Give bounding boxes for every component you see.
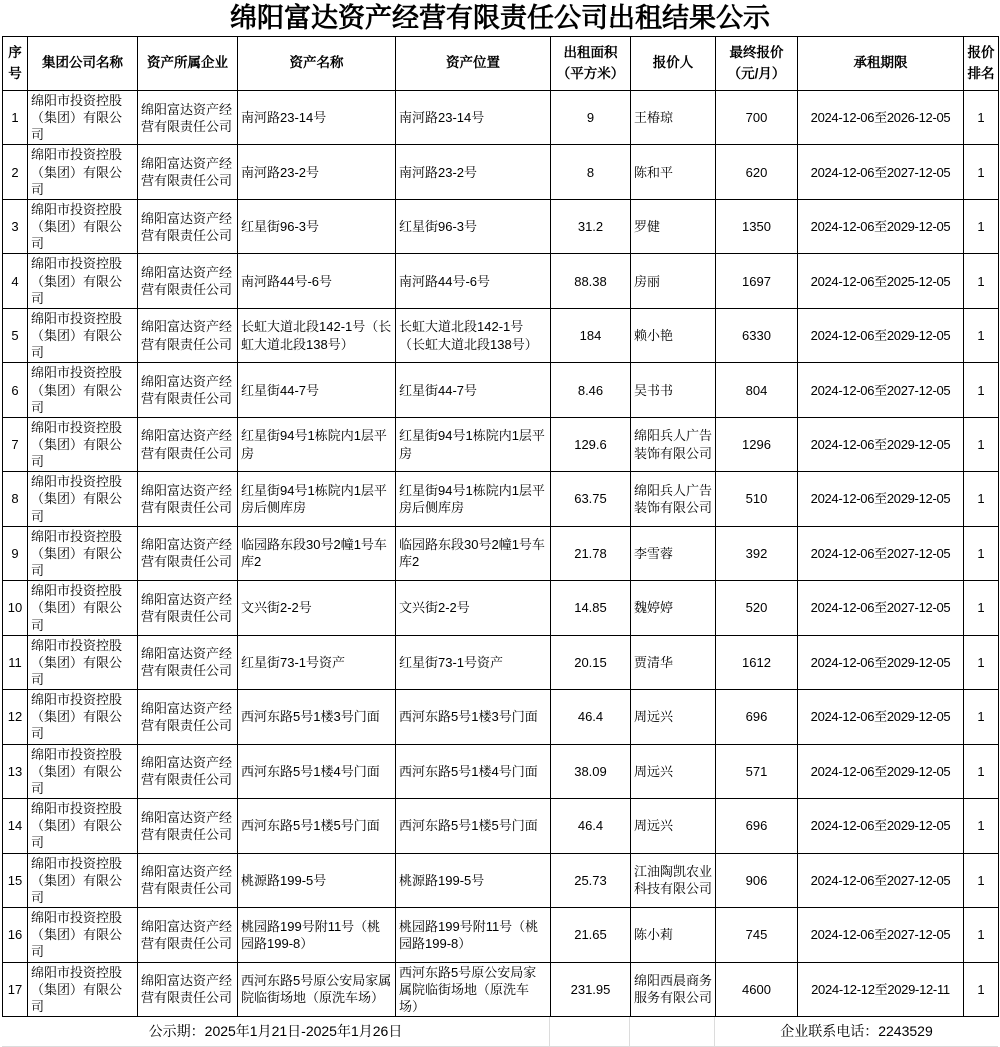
cell-price: 1350 <box>716 199 798 253</box>
cell-no: 7 <box>3 417 28 471</box>
cell-bidder: 王椿琼 <box>631 91 716 145</box>
cell-no: 9 <box>3 526 28 580</box>
cell-enterprise: 绵阳富达资产经营有限责任公司 <box>138 145 238 199</box>
cell-bidder: 绵阳兵人广告装饰有限公司 <box>631 417 716 471</box>
cell-price: 571 <box>716 744 798 798</box>
cell-group: 绵阳市投资控股（集团）有限公司 <box>28 744 138 798</box>
cell-term: 2024-12-06至2026-12-05 <box>798 91 964 145</box>
cell-no: 4 <box>3 254 28 308</box>
table-row <box>3 199 999 253</box>
cell-term: 2024-12-06至2027-12-05 <box>798 145 964 199</box>
table-row <box>3 363 999 417</box>
cell-rank: 1 <box>964 417 999 471</box>
cell-price: 745 <box>716 908 798 962</box>
publicity-period-text: 公示期：2025年1月21日-2025年1月26日 <box>2 1017 550 1046</box>
cell-price: 520 <box>716 581 798 635</box>
table-row <box>3 853 999 907</box>
col-header-bidder: 报价人 <box>631 37 716 91</box>
cell-group: 绵阳市投资控股（集团）有限公司 <box>28 91 138 145</box>
cell-no: 6 <box>3 363 28 417</box>
col-header-location: 资产位置 <box>396 37 551 91</box>
cell-group: 绵阳市投资控股（集团）有限公司 <box>28 690 138 744</box>
cell-area: 129.6 <box>551 417 631 471</box>
cell-term: 2024-12-06至2027-12-05 <box>798 526 964 580</box>
cell-asset-name: 红星街44-7号 <box>238 363 396 417</box>
cell-price: 6330 <box>716 308 798 362</box>
table-row <box>3 744 999 798</box>
cell-no: 1 <box>3 91 28 145</box>
cell-no: 14 <box>3 799 28 853</box>
cell-rank: 1 <box>964 635 999 689</box>
cell-bidder: 陈和平 <box>631 145 716 199</box>
cell-location: 红星街96-3号 <box>396 199 551 253</box>
cell-no: 5 <box>3 308 28 362</box>
table-row <box>3 962 999 1016</box>
cell-group: 绵阳市投资控股（集团）有限公司 <box>28 363 138 417</box>
cell-term: 2024-12-06至2029-12-05 <box>798 744 964 798</box>
cell-asset-name: 南河路44号-6号 <box>238 254 396 308</box>
footer-row <box>2 1017 998 1047</box>
cell-asset-name: 西河东路5号1楼3号门面 <box>238 690 396 744</box>
contact-phone-text: 企业联系电话：2243529 <box>780 1023 933 1040</box>
cell-enterprise: 绵阳富达资产经营有限责任公司 <box>138 199 238 253</box>
cell-rank: 1 <box>964 908 999 962</box>
cell-location: 文兴街2-2号 <box>396 581 551 635</box>
cell-price: 696 <box>716 799 798 853</box>
cell-group: 绵阳市投资控股（集团）有限公司 <box>28 581 138 635</box>
cell-enterprise: 绵阳富达资产经营有限责任公司 <box>138 308 238 362</box>
cell-enterprise: 绵阳富达资产经营有限责任公司 <box>138 363 238 417</box>
cell-no: 13 <box>3 744 28 798</box>
cell-price: 392 <box>716 526 798 580</box>
cell-price: 1296 <box>716 417 798 471</box>
table-row <box>3 145 999 199</box>
cell-group: 绵阳市投资控股（集团）有限公司 <box>28 635 138 689</box>
cell-group: 绵阳市投资控股（集团）有限公司 <box>28 472 138 526</box>
cell-term: 2024-12-06至2027-12-05 <box>798 581 964 635</box>
cell-price: 700 <box>716 91 798 145</box>
cell-term: 2024-12-06至2029-12-05 <box>798 799 964 853</box>
col-header-asset-name: 资产名称 <box>238 37 396 91</box>
cell-no: 3 <box>3 199 28 253</box>
cell-term: 2024-12-06至2029-12-05 <box>798 472 964 526</box>
cell-rank: 1 <box>964 799 999 853</box>
cell-asset-name: 文兴街2-2号 <box>238 581 396 635</box>
cell-no: 16 <box>3 908 28 962</box>
cell-enterprise: 绵阳富达资产经营有限责任公司 <box>138 526 238 580</box>
cell-asset-name: 红星街96-3号 <box>238 199 396 253</box>
table-row <box>3 799 999 853</box>
cell-enterprise: 绵阳富达资产经营有限责任公司 <box>138 635 238 689</box>
cell-enterprise: 绵阳富达资产经营有限责任公司 <box>138 853 238 907</box>
cell-area: 63.75 <box>551 472 631 526</box>
cell-asset-name: 南河路23-2号 <box>238 145 396 199</box>
cell-area: 31.2 <box>551 199 631 253</box>
footer-empty-cell <box>630 1017 715 1046</box>
lease-results-table <box>2 36 999 1017</box>
cell-bidder: 贾清华 <box>631 635 716 689</box>
table-row <box>3 91 999 145</box>
cell-location: 西河东路5号1楼4号门面 <box>396 744 551 798</box>
cell-term: 2024-12-06至2029-12-05 <box>798 690 964 744</box>
table-row <box>3 908 999 962</box>
cell-enterprise: 绵阳富达资产经营有限责任公司 <box>138 744 238 798</box>
cell-bidder: 李雪蓉 <box>631 526 716 580</box>
cell-location: 西河东路5号原公安局家属院临街场地（原洗车场） <box>396 962 551 1016</box>
cell-group: 绵阳市投资控股（集团）有限公司 <box>28 962 138 1016</box>
cell-location: 红星街94号1栋院内1层平房后侧库房 <box>396 472 551 526</box>
cell-bidder: 周远兴 <box>631 690 716 744</box>
cell-area: 9 <box>551 91 631 145</box>
cell-location: 桃园路199号附11号（桃园路199-8） <box>396 908 551 962</box>
cell-asset-name: 红星街94号1栋院内1层平房 <box>238 417 396 471</box>
cell-group: 绵阳市投资控股（集团）有限公司 <box>28 308 138 362</box>
cell-asset-name: 西河东路5号1楼4号门面 <box>238 744 396 798</box>
header-row <box>3 37 999 91</box>
cell-group: 绵阳市投资控股（集团）有限公司 <box>28 908 138 962</box>
cell-area: 38.09 <box>551 744 631 798</box>
col-header-area: 出租面积（平方米） <box>551 37 631 91</box>
cell-bidder: 房丽 <box>631 254 716 308</box>
cell-asset-name: 西河东路5号1楼5号门面 <box>238 799 396 853</box>
cell-no: 17 <box>3 962 28 1016</box>
cell-no: 10 <box>3 581 28 635</box>
cell-group: 绵阳市投资控股（集团）有限公司 <box>28 853 138 907</box>
cell-area: 20.15 <box>551 635 631 689</box>
col-header-group: 集团公司名称 <box>28 37 138 91</box>
cell-enterprise: 绵阳富达资产经营有限责任公司 <box>138 91 238 145</box>
cell-enterprise: 绵阳富达资产经营有限责任公司 <box>138 962 238 1016</box>
table-row <box>3 254 999 308</box>
cell-location: 南河路44号-6号 <box>396 254 551 308</box>
cell-area: 46.4 <box>551 690 631 744</box>
cell-rank: 1 <box>964 526 999 580</box>
col-header-enterprise: 资产所属企业 <box>138 37 238 91</box>
cell-asset-name: 桃源路199-5号 <box>238 853 396 907</box>
table-row <box>3 472 999 526</box>
cell-enterprise: 绵阳富达资产经营有限责任公司 <box>138 799 238 853</box>
cell-area: 8.46 <box>551 363 631 417</box>
cell-asset-name: 红星街94号1栋院内1层平房后侧库房 <box>238 472 396 526</box>
cell-bidder: 江油陶凯农业科技有限公司 <box>631 853 716 907</box>
cell-enterprise: 绵阳富达资产经营有限责任公司 <box>138 472 238 526</box>
cell-bidder: 周远兴 <box>631 744 716 798</box>
col-header-rank: 报价排名 <box>964 37 999 91</box>
cell-area: 21.65 <box>551 908 631 962</box>
cell-enterprise: 绵阳富达资产经营有限责任公司 <box>138 417 238 471</box>
cell-bidder: 吴书书 <box>631 363 716 417</box>
cell-location: 桃源路199-5号 <box>396 853 551 907</box>
cell-area: 184 <box>551 308 631 362</box>
cell-group: 绵阳市投资控股（集团）有限公司 <box>28 526 138 580</box>
cell-enterprise: 绵阳富达资产经营有限责任公司 <box>138 254 238 308</box>
cell-asset-name: 南河路23-14号 <box>238 91 396 145</box>
cell-location: 长虹大道北段142-1号（长虹大道北段138号） <box>396 308 551 362</box>
cell-rank: 1 <box>964 962 999 1016</box>
cell-term: 2024-12-06至2029-12-05 <box>798 199 964 253</box>
cell-rank: 1 <box>964 363 999 417</box>
cell-group: 绵阳市投资控股（集团）有限公司 <box>28 254 138 308</box>
cell-asset-name: 西河东路5号原公安局家属院临街场地（原洗车场） <box>238 962 396 1016</box>
cell-location: 红星街94号1栋院内1层平房 <box>396 417 551 471</box>
cell-rank: 1 <box>964 308 999 362</box>
cell-area: 8 <box>551 145 631 199</box>
col-header-lease-term: 承租期限 <box>798 37 964 91</box>
cell-area: 46.4 <box>551 799 631 853</box>
cell-location: 南河路23-2号 <box>396 145 551 199</box>
table-row <box>3 581 999 635</box>
cell-term: 2024-12-06至2027-12-05 <box>798 908 964 962</box>
cell-term: 2024-12-06至2025-12-05 <box>798 254 964 308</box>
cell-term: 2024-12-06至2027-12-05 <box>798 853 964 907</box>
cell-bidder: 绵阳西晨商务服务有限公司 <box>631 962 716 1016</box>
cell-asset-name: 红星街73-1号资产 <box>238 635 396 689</box>
cell-term: 2024-12-06至2027-12-05 <box>798 363 964 417</box>
cell-group: 绵阳市投资控股（集团）有限公司 <box>28 199 138 253</box>
cell-term: 2024-12-06至2029-12-05 <box>798 308 964 362</box>
cell-area: 231.95 <box>551 962 631 1016</box>
cell-rank: 1 <box>964 199 999 253</box>
cell-rank: 1 <box>964 91 999 145</box>
cell-price: 1697 <box>716 254 798 308</box>
cell-enterprise: 绵阳富达资产经营有限责任公司 <box>138 690 238 744</box>
cell-location: 西河东路5号1楼5号门面 <box>396 799 551 853</box>
cell-location: 西河东路5号1楼3号门面 <box>396 690 551 744</box>
cell-rank: 1 <box>964 690 999 744</box>
cell-price: 804 <box>716 363 798 417</box>
cell-bidder: 罗健 <box>631 199 716 253</box>
cell-price: 696 <box>716 690 798 744</box>
cell-rank: 1 <box>964 145 999 199</box>
cell-asset-name: 长虹大道北段142-1号（长虹大道北段138号） <box>238 308 396 362</box>
table-row <box>3 526 999 580</box>
cell-no: 8 <box>3 472 28 526</box>
table-row <box>3 308 999 362</box>
col-header-serial: 序号 <box>3 37 28 91</box>
cell-price: 620 <box>716 145 798 199</box>
table-row <box>3 690 999 744</box>
cell-group: 绵阳市投资控股（集团）有限公司 <box>28 417 138 471</box>
cell-location: 红星街73-1号资产 <box>396 635 551 689</box>
cell-rank: 1 <box>964 744 999 798</box>
table-row <box>3 635 999 689</box>
cell-price: 510 <box>716 472 798 526</box>
cell-group: 绵阳市投资控股（集团）有限公司 <box>28 799 138 853</box>
cell-location: 南河路23-14号 <box>396 91 551 145</box>
cell-no: 11 <box>3 635 28 689</box>
cell-bidder: 赖小艳 <box>631 308 716 362</box>
footer-empty-cell <box>550 1017 630 1046</box>
cell-enterprise: 绵阳富达资产经营有限责任公司 <box>138 908 238 962</box>
cell-rank: 1 <box>964 254 999 308</box>
cell-rank: 1 <box>964 581 999 635</box>
cell-term: 2024-12-06至2029-12-05 <box>798 417 964 471</box>
col-header-final-price: 最终报价（元/月） <box>716 37 798 91</box>
cell-area: 21.78 <box>551 526 631 580</box>
cell-term: 2024-12-12至2029-12-11 <box>798 962 964 1016</box>
cell-no: 2 <box>3 145 28 199</box>
cell-enterprise: 绵阳富达资产经营有限责任公司 <box>138 581 238 635</box>
cell-bidder: 魏婷婷 <box>631 581 716 635</box>
table-body <box>3 91 999 1017</box>
cell-rank: 1 <box>964 853 999 907</box>
cell-location: 红星街44-7号 <box>396 363 551 417</box>
cell-price: 4600 <box>716 962 798 1016</box>
cell-asset-name: 临园路东段30号2幢1号车库2 <box>238 526 396 580</box>
table-row <box>3 417 999 471</box>
cell-group: 绵阳市投资控股（集团）有限公司 <box>28 145 138 199</box>
page-title: 绵阳富达资产经营有限责任公司出租结果公示 <box>230 3 770 33</box>
cell-asset-name: 桃园路199号附11号（桃园路199-8） <box>238 908 396 962</box>
cell-area: 88.38 <box>551 254 631 308</box>
cell-bidder: 周远兴 <box>631 799 716 853</box>
cell-rank: 1 <box>964 472 999 526</box>
cell-bidder: 绵阳兵人广告装饰有限公司 <box>631 472 716 526</box>
cell-term: 2024-12-06至2029-12-05 <box>798 635 964 689</box>
cell-area: 14.85 <box>551 581 631 635</box>
cell-area: 25.73 <box>551 853 631 907</box>
cell-price: 1612 <box>716 635 798 689</box>
cell-no: 15 <box>3 853 28 907</box>
cell-no: 12 <box>3 690 28 744</box>
cell-price: 906 <box>716 853 798 907</box>
cell-location: 临园路东段30号2幢1号车库2 <box>396 526 551 580</box>
cell-bidder: 陈小莉 <box>631 908 716 962</box>
